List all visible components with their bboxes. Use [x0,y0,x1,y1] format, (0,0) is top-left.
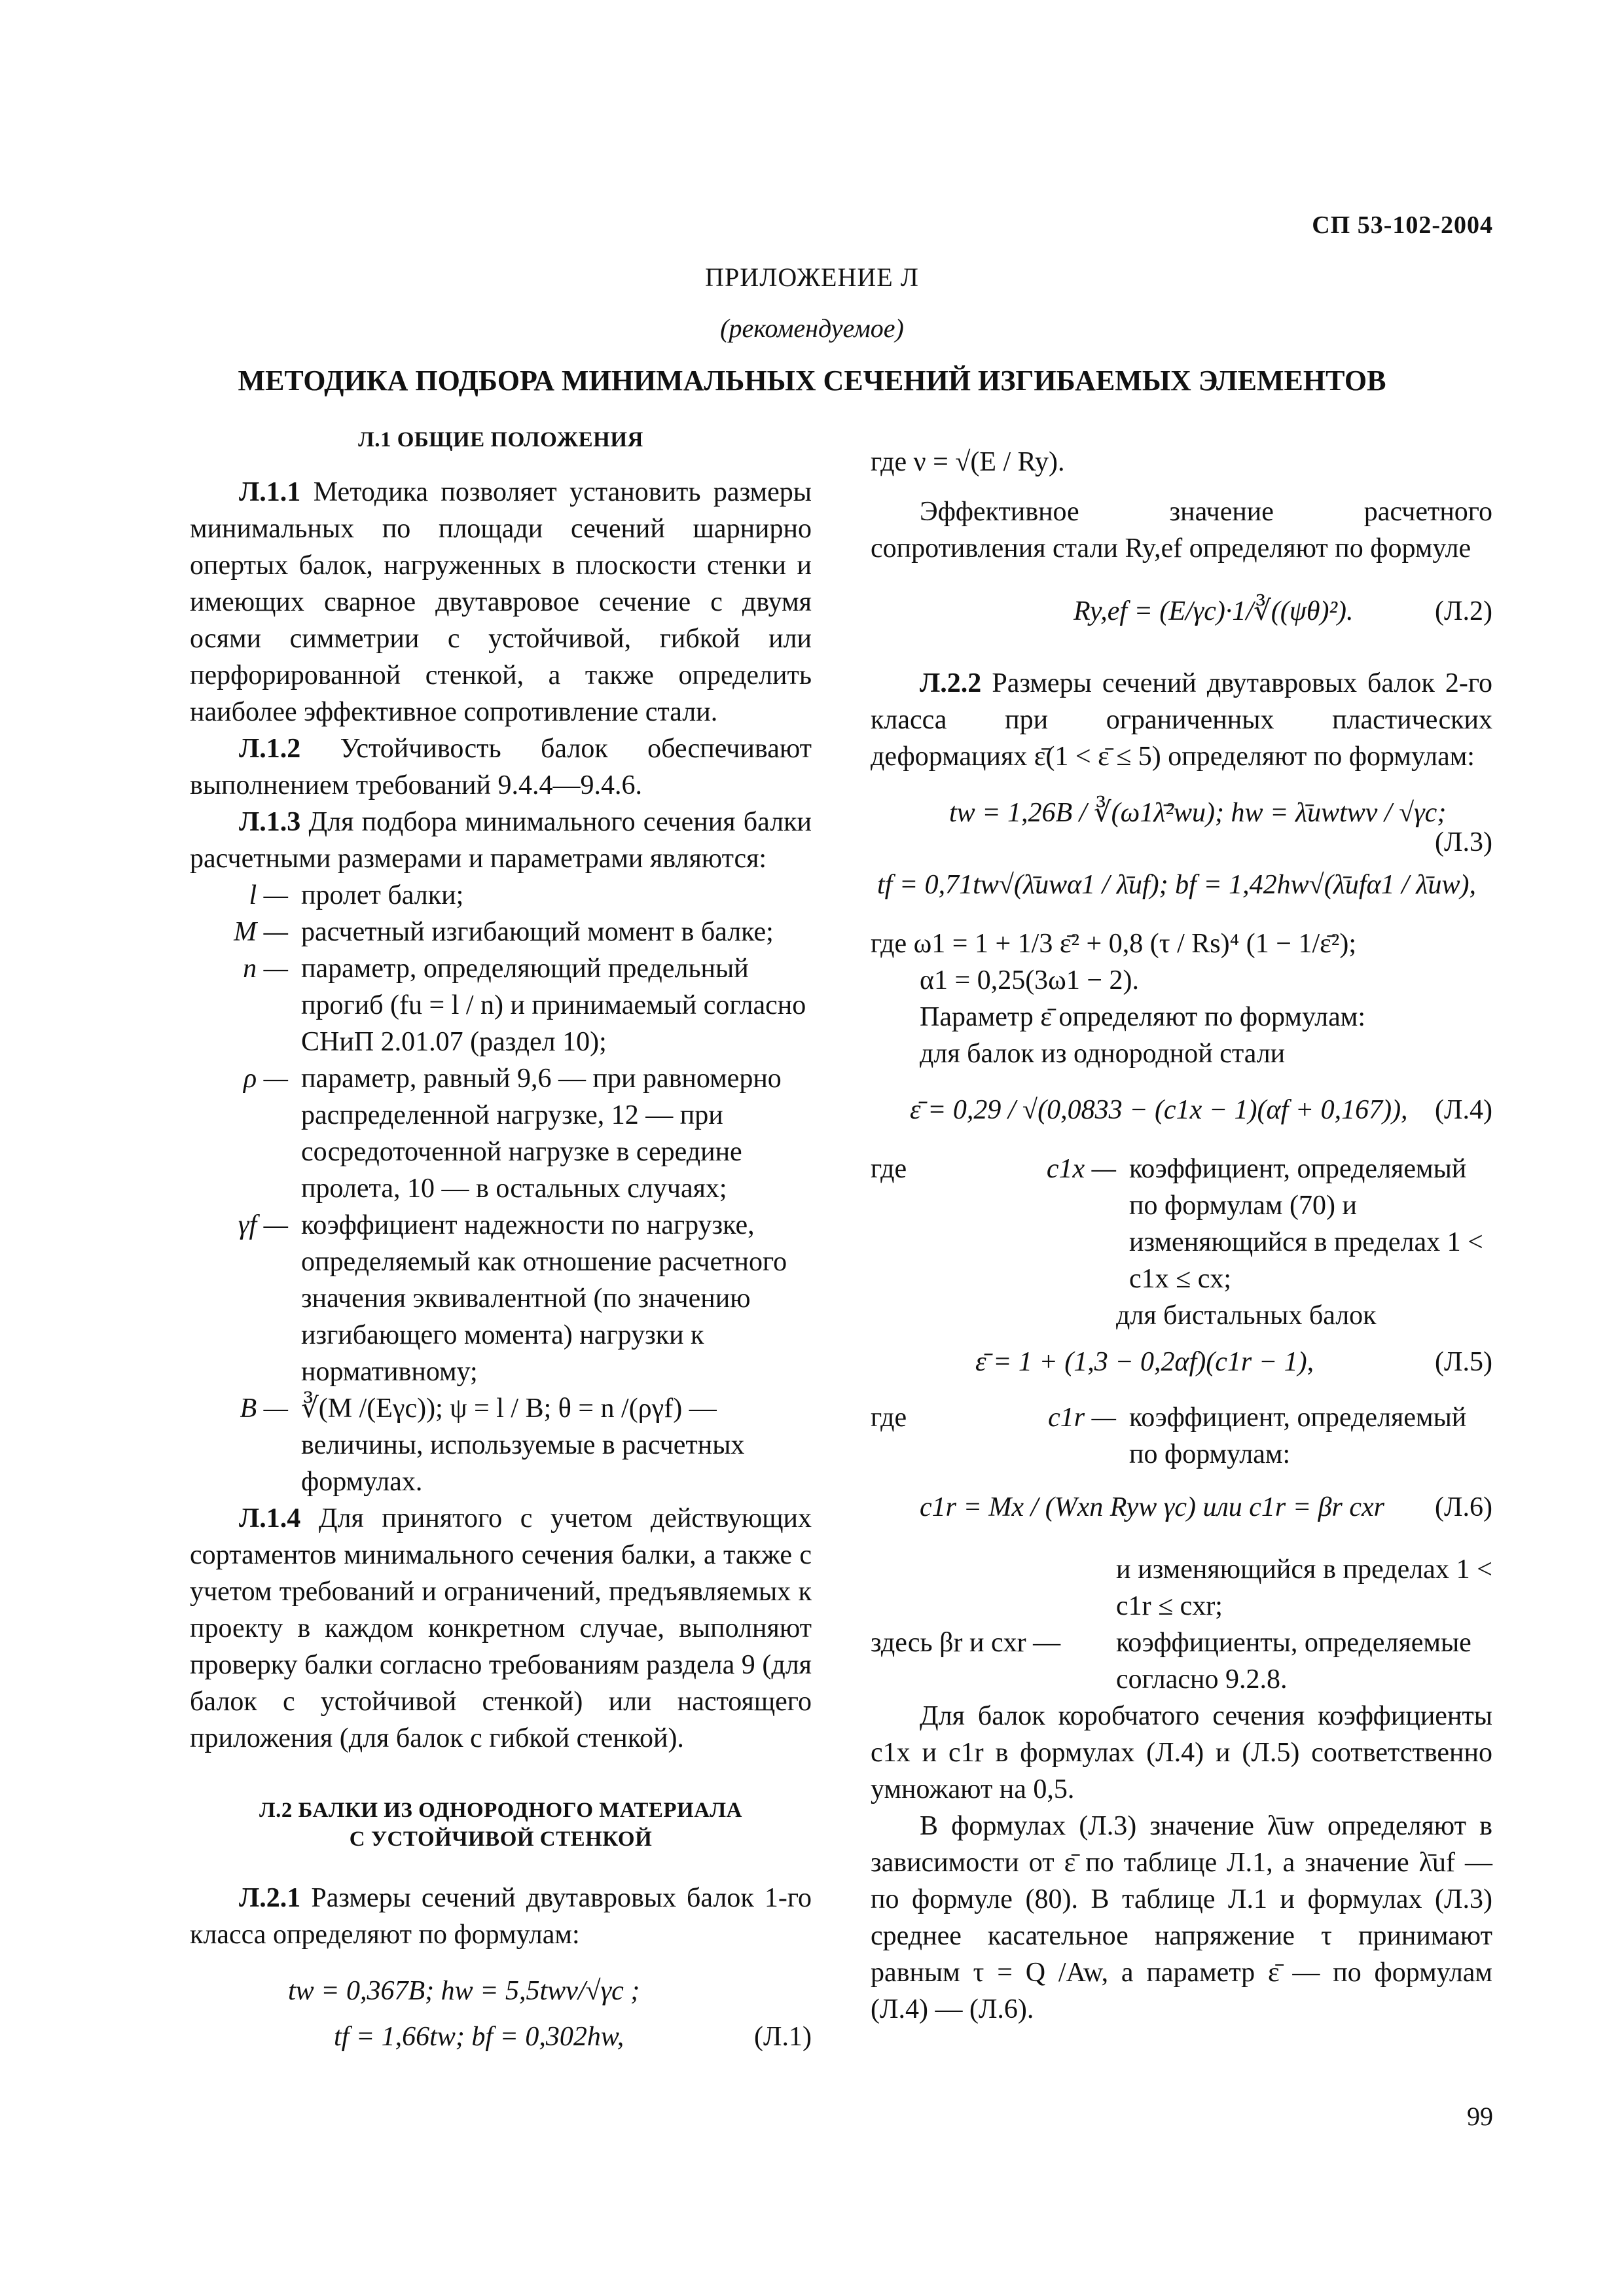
paragraph-l3-values: В формулах (Л.3) значение λ̄uw определяют в зависимости от ε̄ по таблице Л.1, а значение λ̄uf — по формуле (80). В таблице Л.1 и формулах (Л.3) среднее касательное напряжение τ принимают равным τ = Q /Aw, а параметр ε̄ — по формулам (Л.4) — (Л.6). [871,1811,1492,2024]
formula-text: ε̄ = 1 + (1,3 − 0,2αf)(c1r − 1), [975,1347,1314,1377]
formula-number: (Л.5) [1435,1347,1492,1377]
c1r-range: и изменяющийся в пределах 1 < c1r ≤ cxr; [1116,1554,1492,1621]
formula-number: (Л.3) [1435,827,1492,857]
formula-text: Ry,ef = (E/γc)·1/∛((ψθ)²). [1074,596,1354,626]
formula-text: ε̄ = 0,29 / √(0,0833 − (c1x − 1)(αf + 0,167)), [910,1095,1408,1125]
paragraph-text: Размеры сечений двутавровых балок 2-го класса при ограниченных пластических деформациях ε̄(1 < ε̄ ≤ 5) определяют по формулам: [871,668,1493,772]
formula-l1-line2 [190,2018,812,2064]
clause-number: Л.2.2 [920,668,982,698]
formula-text: tw = 1,26B / ∛(ω1λ̄²wu); hw = λ̄uwtwν / √γc; [949,798,1447,828]
appendix-subtitle: (рекомендуемое) [720,314,904,343]
paragraph-text: Методика позволяет установить размеры минимальных по площади сечений шарнирно опертых балок, нагруженных в плоскости стенки и имеющих сварное двутавровое сечение с двумя осями симметрии с устойчивой, гибкой или перфорированной стенкой, а также определить наиболее эффективное сопротивление стали. [190,477,812,727]
formula-text: tf = 1,66tw; bf = 0,302hw, [334,2022,624,2052]
bistal-note: для бистальных балок [1116,1300,1377,1331]
formula-l1-line1 [190,1973,812,2018]
formula-l3-number-row [871,827,1492,867]
definition-symbol: n — [243,954,288,984]
definition-symbol: c1x — [1046,1154,1116,1184]
clause-number: Л.2.1 [239,1883,301,1913]
definition-text: коэффициент, определяемый по формулам (70) и изменяющийся в пределах 1 < c1x ≤ cx; [1129,1154,1483,1294]
formula-text: tf = 0,71tw√(λ̄uwα1 / λ̄uf); bf = 1,42hw√(λ̄ufα1 / λ̄uw), [877,870,1476,900]
formula-text: c1r = Mx / (Wxn Ryw γc) или c1r = βr cxr [920,1492,1385,1522]
definition-text: расчетный изгибающий момент в балке; [301,917,774,947]
definition-c1r [871,1399,1492,1473]
clause-number: Л.1.1 [239,477,301,507]
formula-l3-line1 [871,795,1492,840]
formula-number: (Л.2) [1435,596,1492,626]
definition-text: параметр, равный 9,6 — при равномерно распределенной нагрузке, 12 — при сосредоточенной нагрузке в середине пролета, 10 — в остальных случаях; [301,1064,782,1204]
where-label: где [871,1403,907,1433]
formula-l4 [871,1085,1492,1144]
formula-l6 [871,1486,1492,1538]
paragraph-l112 [190,730,812,804]
paragraph-l221 [190,1880,812,1953]
definition-item [190,877,812,914]
definition-symbol: l — [249,880,288,910]
section-heading-2: Л.2 БАЛКИ ИЗ ОДНОРОДНОГО МАТЕРИАЛА [259,1799,742,1822]
definition-symbol: γf — [238,1210,288,1240]
clause-number: Л.1.2 [239,734,301,764]
left-column [190,425,812,2064]
right-column [871,444,1492,2028]
page-number: 99 [1467,2102,1493,2131]
where-label: где [871,1154,907,1184]
formula-l5 [871,1340,1492,1393]
definitions-list [190,877,812,1500]
paragraph-l222 [871,665,1492,775]
appendix-title: ПРИЛОЖЕНИЕ Л [705,262,919,292]
definition-beta [871,1624,1492,1698]
document-code: СП 53-102-2004 [1312,211,1493,239]
definition-item [190,1207,812,1390]
definition-text: ∛(M /(Eγc)); ψ = l / B; θ = n /(ργf) — величины, используемые в расчетных формулах. [301,1393,745,1497]
definition-text: коэффициент, определяемый по формулам: [1129,1403,1467,1469]
paragraph-l114 [190,1500,812,1757]
definition-symbol: B — [240,1393,288,1424]
paragraph-box-section: Для балок коробчатого сечения коэффициенты c1x и c1r в формулах (Л.4) и (Л.5) соответственно умножают на 0,5. [871,1701,1492,1804]
paragraph-l113 [190,804,812,877]
section-heading-1: Л.1 ОБЩИЕ ПОЛОЖЕНИЯ [358,428,643,452]
definition-text: параметр, определяющий предельный прогиб (fu = l / n) и принимаемый согласно СНиП 2.01.07 (раздел 10); [301,954,806,1057]
homogeneous-steel-note: для балок из однородной стали [920,1039,1286,1069]
where-nu: где ν = √(E / Ry). [871,447,1065,477]
paragraph-text: Для принятого с учетом действующих сортаментов минимального сечения балки, а также с учетом требований и ограничений, предъявляемых к проекту в каждом конкретном случае, выполняют проверку балки согласно требованиям раздела 9 (для балок с устойчивой стенкой) или настоящего приложения (для балок с гибкой стенкой). [190,1503,812,1753]
paragraph-effective-resistance: Эффективное значение расчетного сопротивления стали Ry,ef определяют по формуле [871,497,1492,564]
formula-l3-line2 [871,867,1492,925]
where-omega: где ω1 = 1 + 1/3 ε̄² + 0,8 (τ / Rs)⁴ (1 − 1/ε̄²); [871,929,1356,959]
parameter-eps-intro: Параметр ε̄ определяют по формулам: [920,1002,1366,1032]
clause-number: Л.1.3 [239,807,301,837]
appendix-heading: МЕТОДИКА ПОДБОРА МИНИМАЛЬНЫХ СЕЧЕНИЙ ИЗГИБАЕМЫХ ЭЛЕМЕНТОВ [238,365,1386,397]
paragraph-text: Устойчивость балок обеспечивают выполнением требований 9.4.4—9.4.6. [190,734,812,800]
formula-text: tw = 0,367B; hw = 5,5twν/√γc ; [288,1976,640,2006]
paragraph-text: Для подбора минимального сечения балки расчетными размерами и параметрами являются: [190,807,812,874]
definition-item [190,1060,812,1207]
formula-l2 [871,580,1492,645]
formula-number: (Л.4) [1435,1095,1492,1125]
definition-item [190,1390,812,1500]
definition-text: коэффициент надежности по нагрузке, определяемый как отношение расчетного значения эквивалентной (по значению изгибающего момента) нагрузки к нормативному; [301,1210,787,1387]
formula-number: (Л.6) [1435,1492,1492,1522]
definition-text: коэффициенты, определяемые согласно 9.2.8. [1116,1628,1471,1695]
definition-item [190,950,812,1060]
definition-symbol: c1r — [1048,1403,1116,1433]
section-heading-2-line2: С УСТОЙЧИВОЙ СТЕНКОЙ [349,1827,653,1851]
definition-symbol: M — [234,917,288,947]
definition-c1x [871,1151,1492,1297]
definition-symbol: ρ — [243,1064,288,1094]
definition-text: пролет балки; [301,880,464,910]
alpha1-definition: α1 = 0,25(3ω1 − 2). [920,965,1139,996]
formula-number: (Л.1) [754,2022,812,2052]
paragraph-l111 [190,474,812,730]
paragraph-text: Размеры сечений двутавровых балок 1-го класса определяют по формулам: [190,1883,812,1950]
definition-item [190,914,812,950]
clause-number: Л.1.4 [239,1503,301,1534]
definition-symbol: здесь βr и cxr — [871,1628,1061,1658]
